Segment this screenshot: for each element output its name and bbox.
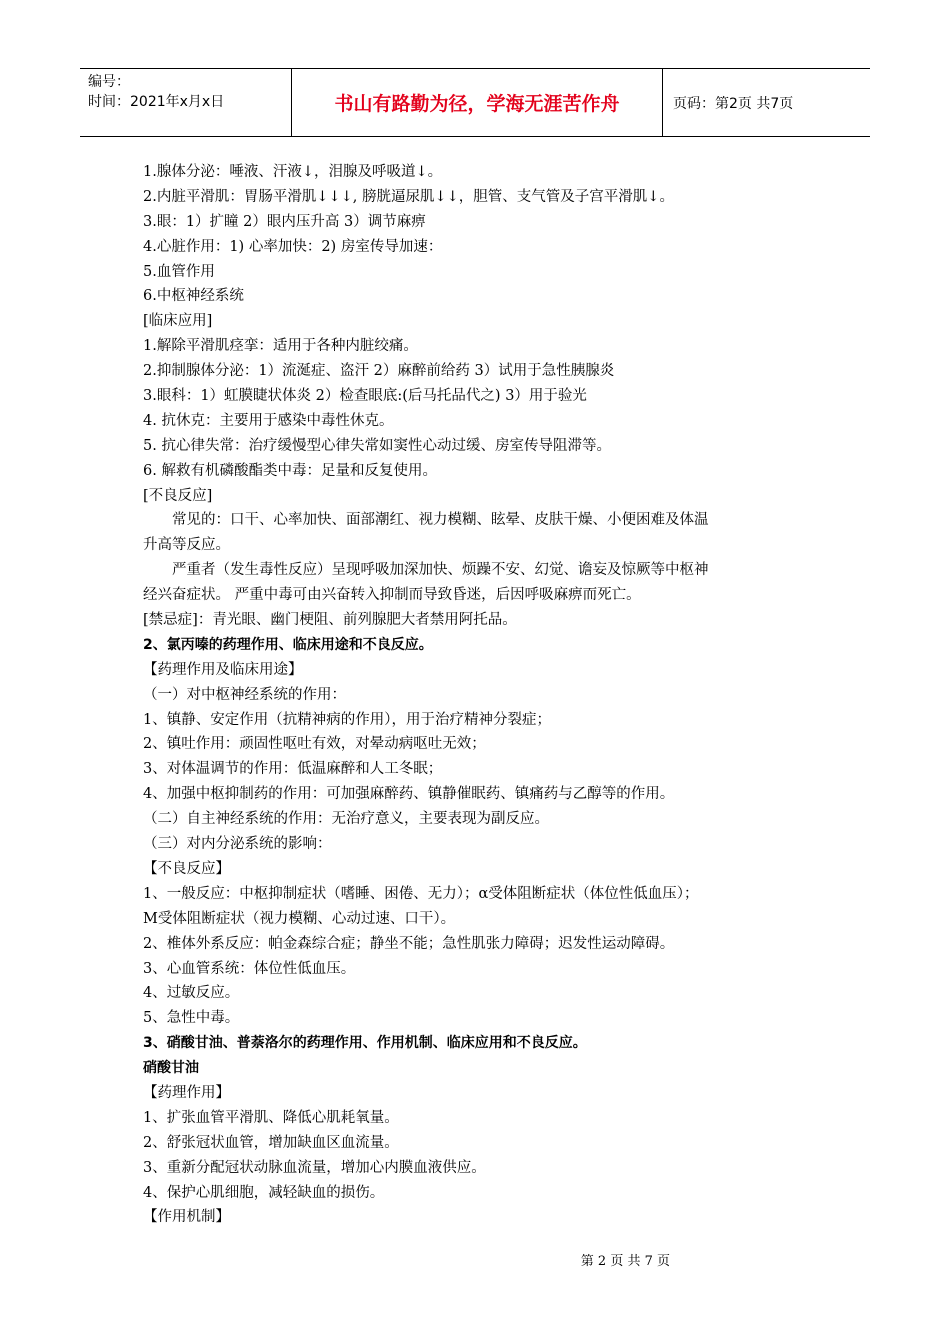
text-line: 6.中枢神经系统 bbox=[143, 288, 244, 305]
text-line: 2、舒张冠状血管，增加缺血区血流量。 bbox=[143, 1134, 399, 1151]
text-line: 1.腺体分泌：唾液、汗液↓，泪腺及呼吸道↓。 bbox=[143, 164, 443, 180]
text-line: [不良反应] bbox=[143, 487, 213, 504]
text-line: 3、心血管系统：体位性低血压。 bbox=[143, 960, 356, 977]
text-line: 1、扩张血管平滑肌、降低心肌耗氧量。 bbox=[143, 1109, 399, 1126]
text-line: [禁忌症]：青光眼、幽门梗阻、前列腺肥大者禁用阿托品。 bbox=[143, 612, 517, 629]
text-line: 5.血管作用 bbox=[143, 263, 215, 280]
text-line: （二）自主神经系统的作用：无治疗意义，主要表现为副反应。 bbox=[143, 811, 549, 828]
text-line: 5. 抗心律失常：治疗缓慢型心律失常如窦性心动过缓、房室传导阻滞等。 bbox=[143, 437, 611, 454]
text-line: 3、对体温调节的作用：低温麻醉和人工冬眠； bbox=[143, 761, 443, 778]
header-meta bbox=[80, 69, 292, 136]
text-line: 3.眼：1）扩瞳 2）眼内压升高 3）调节麻痹 bbox=[143, 213, 426, 230]
text-line: 3.眼科：1）虹膜睫状体炎 2）检查眼底:(后马托品代之) 3）用于验光 bbox=[143, 388, 587, 405]
page-footer: 第 2 页 共 7 页 bbox=[580, 1254, 670, 1269]
text-line: （三）对内分泌系统的影响： bbox=[143, 836, 332, 853]
text-line: 【药理作用】 bbox=[143, 1084, 230, 1101]
text-line: 严重者（发生毒性反应）呈现呼吸加深加快、烦躁不安、幻觉、谵妄及惊厥等中枢神 bbox=[172, 562, 709, 579]
document-body bbox=[143, 160, 813, 1230]
header-page-info: 页码：第2页 共7页 bbox=[673, 95, 794, 112]
number-label: 编号： bbox=[88, 74, 130, 90]
page-header bbox=[80, 68, 870, 137]
text-line: 2、镇吐作用：顽固性呕吐有效，对晕动病呕吐无效； bbox=[143, 736, 486, 753]
text-line: 4. 抗休克：主要用于感染中毒性休克。 bbox=[143, 412, 394, 429]
section-heading: 硝酸甘油 bbox=[143, 1060, 199, 1077]
text-line: 【作用机制】 bbox=[143, 1209, 230, 1226]
text-line: 1、镇静、安定作用（抗精神病的作用），用于治疗精神分裂症； bbox=[143, 711, 551, 728]
section-heading: 3、硝酸甘油、普萘洛尔的药理作用、作用机制、临床应用和不良反应。 bbox=[143, 1035, 587, 1052]
date-label: 时间：2021年x月x日 bbox=[88, 94, 225, 110]
text-line: 5、急性中毒。 bbox=[143, 1010, 240, 1027]
text-line: 6. 解救有机磷酸酯类中毒：足量和反复使用。 bbox=[143, 462, 437, 479]
text-line: 【药理作用及临床用途】 bbox=[143, 661, 303, 678]
header-motto: 书山有路勤为径，学海无涯苦作舟 bbox=[292, 69, 663, 136]
text-line: 2.抑制腺体分泌：1）流涎症、盗汗 2）麻醉前给药 3）试用于急性胰腺炎 bbox=[143, 363, 615, 380]
text-line: 1、一般反应：中枢抑制症状（嗜睡、困倦、无力）；α受体阻断症状（体位性低血压）； bbox=[143, 885, 699, 902]
text-line: 2、椎体外系反应：帕金森综合症；静坐不能；急性肌张力障碍；迟发性运动障碍。 bbox=[143, 935, 675, 952]
text-line: 经兴奋症状。 严重中毒可由兴奋转入抑制而导致昏迷，后因呼吸麻痹而死亡。 bbox=[143, 587, 641, 604]
text-line: 1.解除平滑肌痉挛：适用于各种内脏绞痛。 bbox=[143, 338, 418, 355]
text-line: 2.内脏平滑肌：胃肠平滑肌↓↓↓, 膀胱逼尿肌↓↓，胆管、支气管及子宫平滑肌↓。 bbox=[143, 188, 674, 205]
text-line: 常见的：口干、心率加快、面部潮红、视力模糊、眩晕、皮肤干燥、小便困难及体温 bbox=[172, 512, 709, 529]
text-line: 4、加强中枢抑制药的作用：可加强麻醉药、镇静催眠药、镇痛药与乙醇等的作用。 bbox=[143, 786, 675, 803]
section-heading: 2、氯丙嗪的药理作用、临床用途和不良反应。 bbox=[143, 636, 433, 653]
text-line: M受体阻断症状（视力模糊、心动过速、口干）。 bbox=[143, 910, 456, 927]
text-line: 4、过敏反应。 bbox=[143, 985, 240, 1002]
text-line: 3、重新分配冠状动脉血流量，增加心内膜血液供应。 bbox=[143, 1159, 486, 1176]
text-line: 4、保护心肌细胞，减轻缺血的损伤。 bbox=[143, 1184, 385, 1201]
text-line: （一）对中枢神经系统的作用： bbox=[143, 686, 346, 703]
text-line: 【不良反应】 bbox=[143, 860, 230, 877]
text-line: [临床应用] bbox=[143, 313, 213, 330]
text-line: 4.心脏作用：1) 心率加快：2) 房室传导加速： bbox=[143, 238, 443, 255]
text-line: 升高等反应。 bbox=[143, 537, 230, 554]
